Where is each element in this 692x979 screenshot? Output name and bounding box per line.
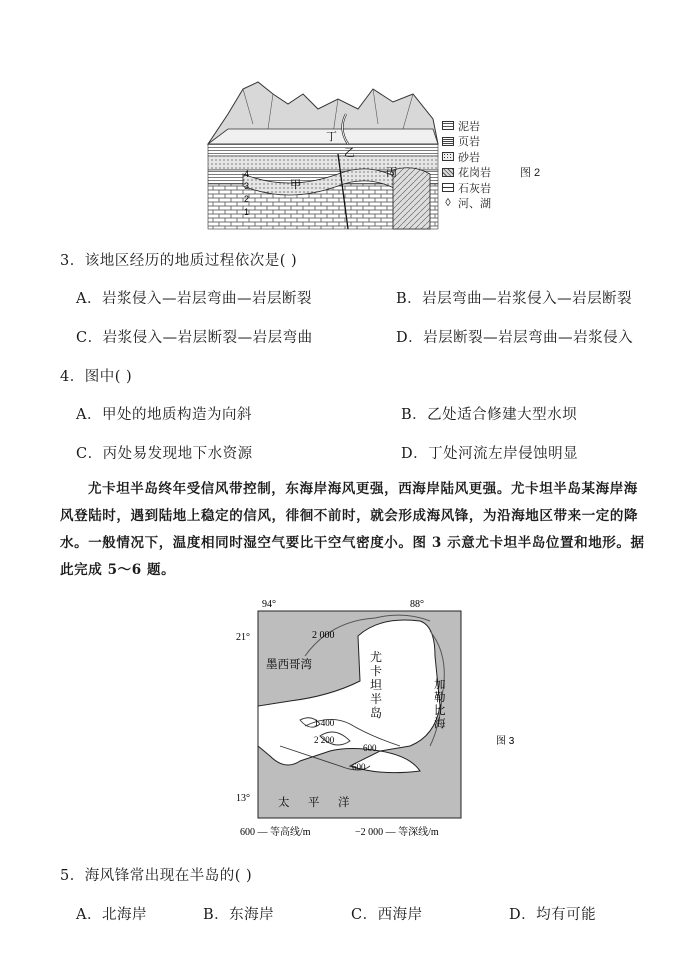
legend-isobath: −2 000 — 等深线/m <box>355 827 439 838</box>
q5-option-a[interactable]: A．北海岸 <box>76 907 147 923</box>
label-gulf-of-mexico: 墨西哥湾 <box>266 659 312 671</box>
label-bing: 丙 <box>386 167 397 179</box>
svg-text:太: 太 <box>278 797 290 809</box>
figure-3-caption: 图 3 <box>496 736 515 747</box>
q4-option-c[interactable]: C．丙处易发现地下水资源 <box>76 446 253 462</box>
passage-line: 风登陆时，遇到陆地上稳定的信风，徘徊不前时，就会形成海风锋，为沿海地区带来一定的降 <box>60 508 639 524</box>
legend-granite: 花岗岩 <box>442 165 491 181</box>
label-ding: 丁 <box>326 131 337 143</box>
svg-text:岛: 岛 <box>370 706 383 720</box>
svg-text:加: 加 <box>434 679 446 691</box>
legend-limestone: 石灰岩 <box>442 180 491 196</box>
figure-2-legend <box>442 118 491 211</box>
q5-option-d[interactable]: D．均有可能 <box>509 907 597 923</box>
figure-2 <box>198 74 558 234</box>
legend-mudstone: 泥岩 <box>442 118 491 134</box>
figure-2-caption: 图 2 <box>520 167 541 179</box>
reading-passage-cont <box>60 503 670 584</box>
q3-option-c[interactable]: C．岩浆侵入—岩层断裂—岩层弯曲 <box>76 330 313 346</box>
figure-3 <box>230 596 560 846</box>
label-1: 1 <box>244 207 250 217</box>
svg-text:卡: 卡 <box>370 664 383 678</box>
lat-13: 13° <box>236 793 250 804</box>
label-contour-2200: 2 200 <box>314 735 335 745</box>
question-3-stem: 3．该地区经历的地质过程依次是( ) <box>60 253 298 269</box>
svg-text:海: 海 <box>434 718 446 730</box>
q4-option-a[interactable]: A．甲处的地质构造为向斜 <box>76 407 252 423</box>
legend-contour: 600 — 等高线/m <box>240 827 311 838</box>
label-contour-2000: 2 000 <box>312 630 335 641</box>
q3-option-b[interactable]: B．岩层弯曲—岩浆侵入—岩层断裂 <box>396 291 633 307</box>
passage-line: 水。一般情况下，温度相同时湿空气要比干空气密度小。图 3 示意尤卡坦半岛位置和地形。据 <box>60 535 645 551</box>
label-pacific <box>278 795 350 809</box>
svg-text:坦: 坦 <box>370 678 383 692</box>
legend-shale: 页岩 <box>442 134 491 150</box>
lon-88: 88° <box>410 599 424 610</box>
reading-passage <box>88 476 668 503</box>
label-contour-1400: 1 400 <box>314 718 335 728</box>
passage-line: 此完成 5～6 题。 <box>60 562 176 578</box>
q4-option-b[interactable]: B．乙处适合修建大型水坝 <box>401 407 578 423</box>
label-2: 2 <box>244 194 250 204</box>
lon-94: 94° <box>262 599 276 610</box>
yucatan-map <box>230 596 560 846</box>
legend-river-lake: ◊ 河、湖 <box>445 197 491 211</box>
svg-text:半: 半 <box>370 692 383 706</box>
question-5-stem: 5．海风锋常出现在半岛的( ) <box>60 868 253 884</box>
label-yi: 乙 <box>344 147 355 159</box>
passage-line: 尤卡坦半岛终年受信风带控制，东海岸海风更强，西海岸陆风更强。尤卡坦半岛某海岸海 <box>88 481 638 497</box>
q3-option-d[interactable]: D．岩层断裂—岩层弯曲—岩浆侵入 <box>396 330 634 346</box>
label-3: 3 <box>244 181 250 191</box>
label-yucatan <box>370 649 382 720</box>
geologic-block-diagram <box>198 74 443 234</box>
svg-text:洋: 洋 <box>338 797 350 809</box>
label-4: 4 <box>244 169 250 179</box>
label-contour-600b: 600 <box>352 762 366 772</box>
legend-sandstone: 砂岩 <box>442 149 491 165</box>
svg-text:勒: 勒 <box>434 692 446 704</box>
label-caribbean <box>434 677 446 730</box>
svg-text:平: 平 <box>308 797 320 809</box>
label-contour-600a: 600 <box>363 743 377 753</box>
label-jia: 甲 <box>290 179 301 191</box>
svg-text:比: 比 <box>434 705 446 717</box>
q3-option-a[interactable]: A．岩浆侵入—岩层弯曲—岩层断裂 <box>76 291 312 307</box>
question-4-stem: 4．图中( ) <box>60 369 133 385</box>
q5-option-c[interactable]: C．西海岸 <box>351 907 423 923</box>
q4-option-d[interactable]: D．丁处河流左岸侵蚀明显 <box>401 446 579 462</box>
svg-text:尤: 尤 <box>370 650 383 664</box>
q5-option-b[interactable]: B．东海岸 <box>203 907 275 923</box>
lat-21: 21° <box>236 632 250 643</box>
